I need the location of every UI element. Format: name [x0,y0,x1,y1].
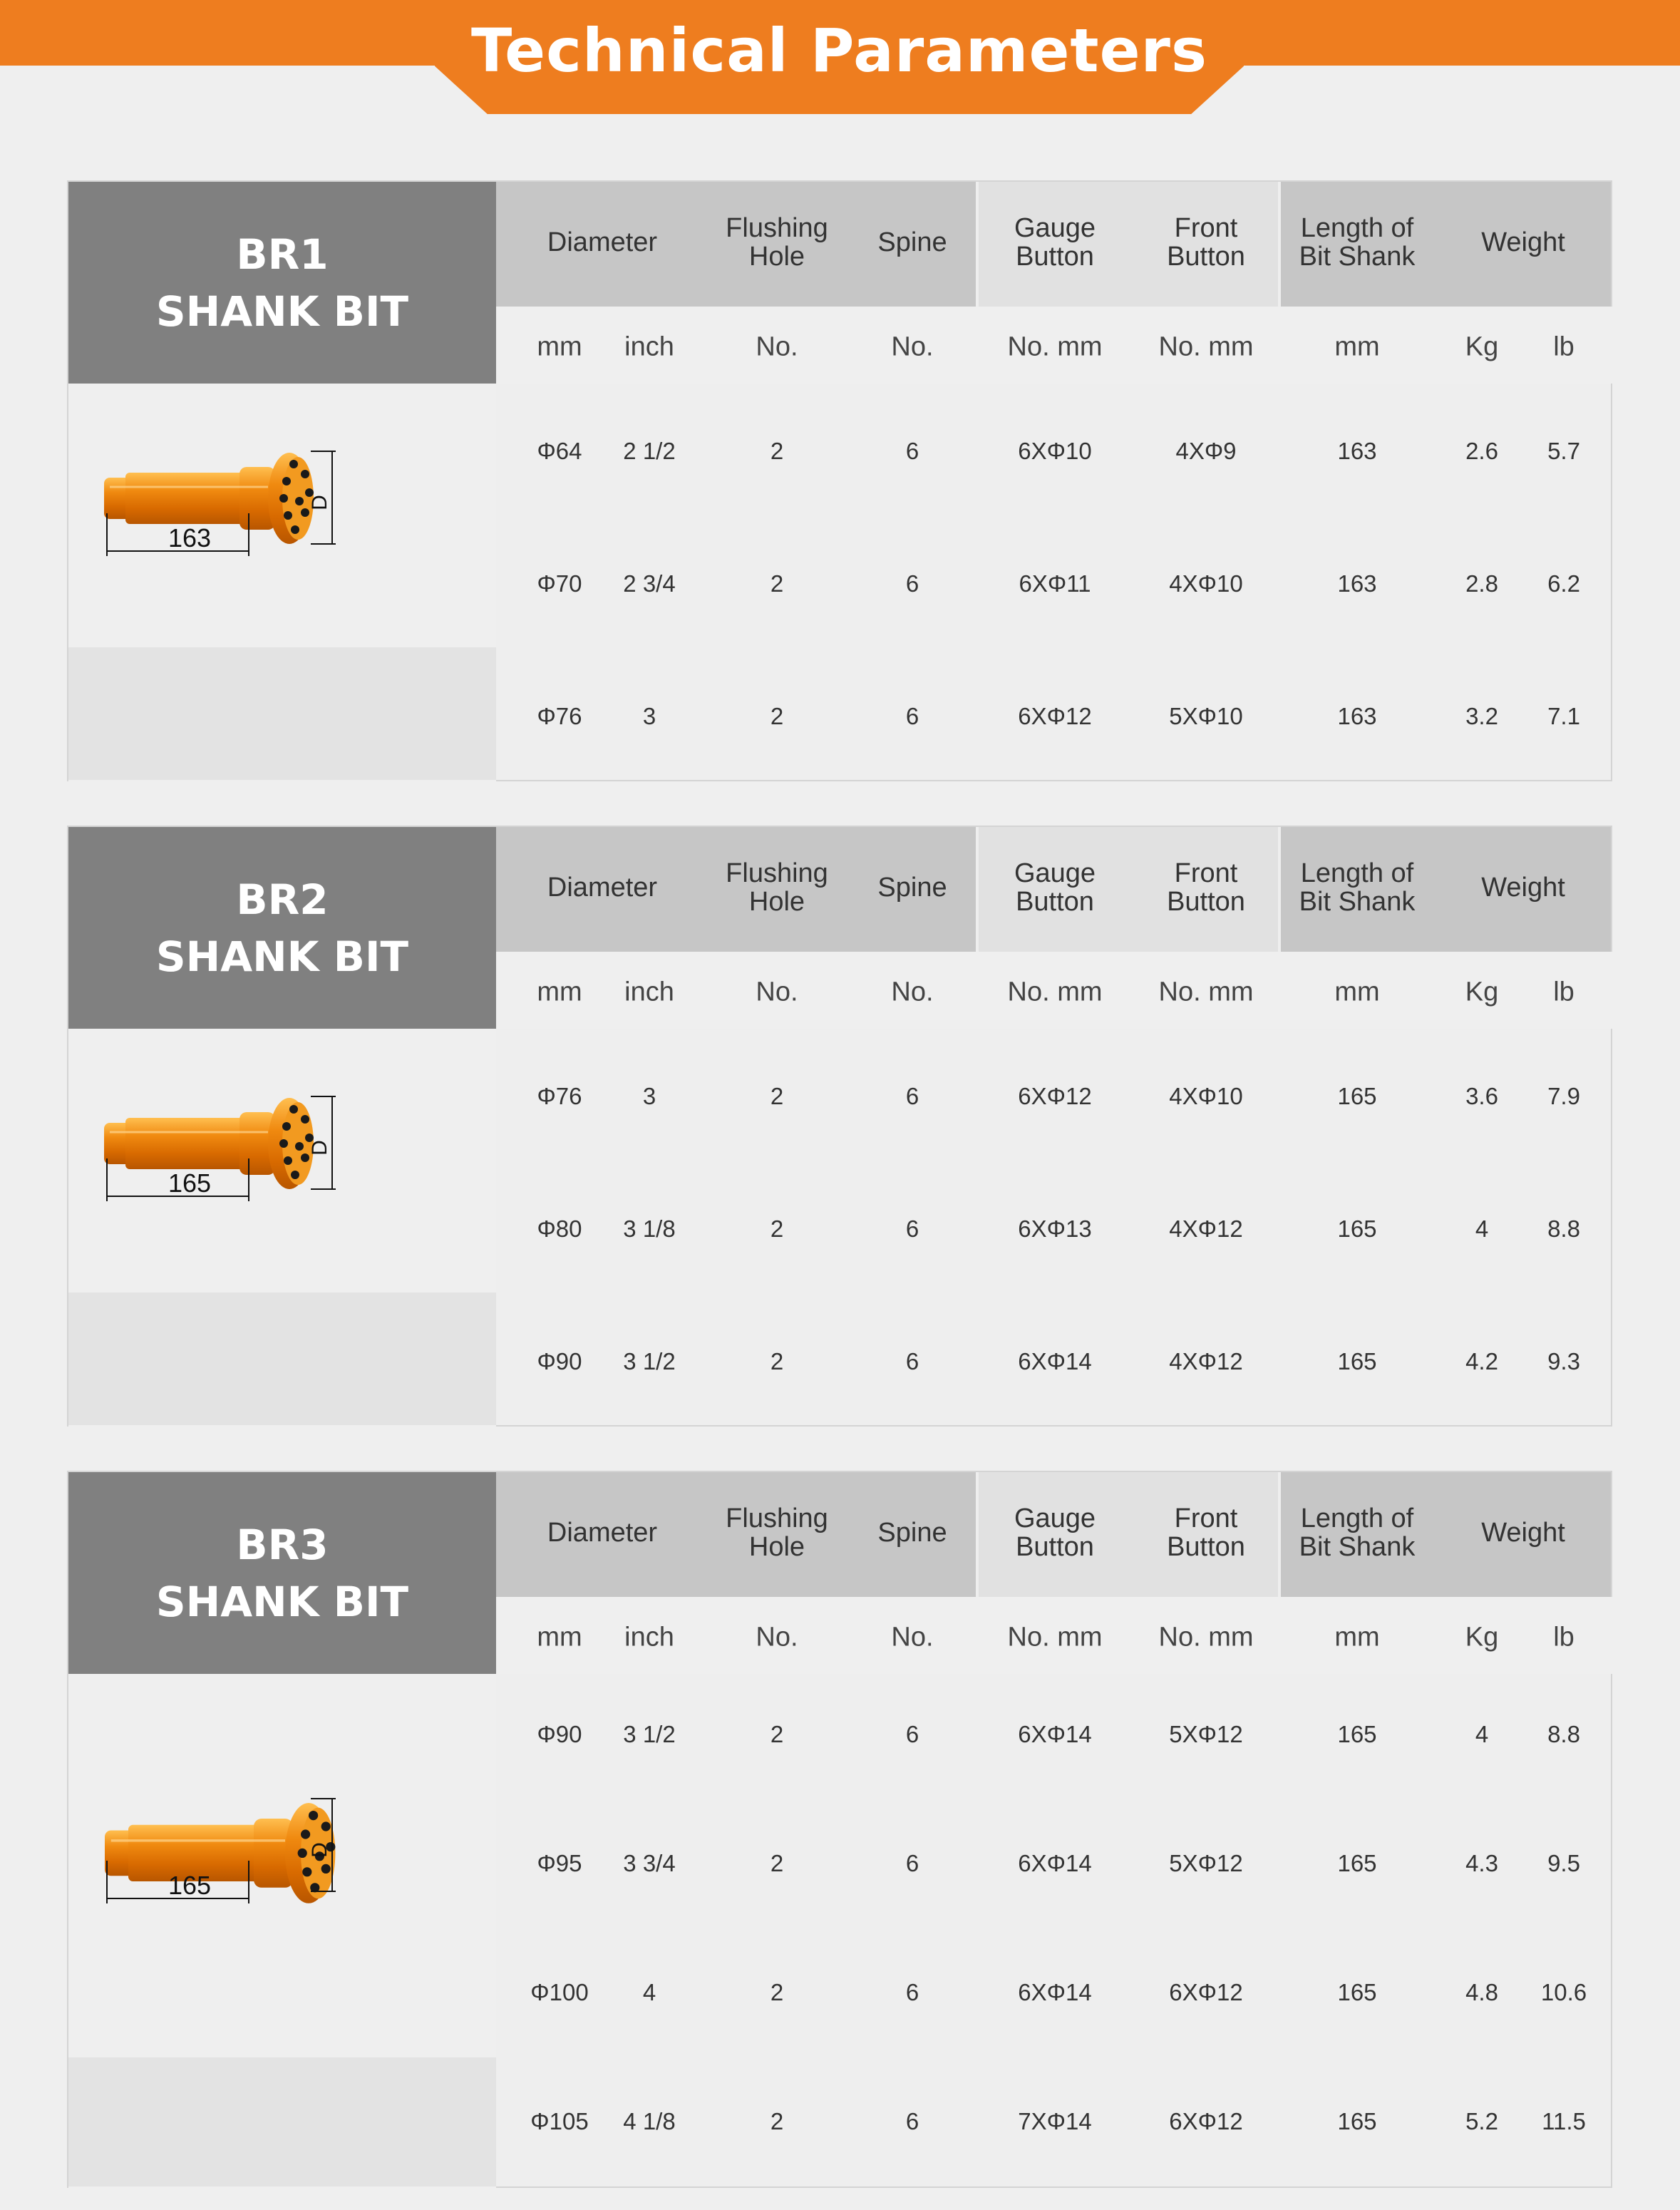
header-diameter: Diameter [547,1518,658,1548]
subheader-length-mm: mm [1334,332,1380,362]
subheader-inch: inch [624,977,674,1007]
header-flushing-hole: Flushing Hole [726,858,828,917]
cell-spine: 6 [905,1979,919,2005]
subheader-lb: lb [1553,332,1575,362]
cell-gauge: 6XΦ12 [1018,1083,1092,1109]
cell-gauge: 6XΦ14 [1018,1721,1092,1747]
cell-gauge: 6XΦ13 [1018,1216,1092,1242]
cell-spine: 6 [905,1083,919,1109]
cell-mm: Φ105 [530,2108,589,2134]
subheader-spine-no: No. [891,977,934,1007]
subheader-kg: Kg [1465,977,1499,1007]
section-model: BR1 [236,230,329,279]
header-length-of-bit-shank: Length of Bit Shank [1299,858,1416,917]
dimension-diameter: D [308,1842,331,1858]
cell-kg: 5.2 [1465,2108,1498,2134]
cell-mm: Φ76 [537,703,582,729]
cell-flushing: 2 [770,570,784,597]
cell-lb: 11.5 [1542,2108,1586,2134]
section-title-box [68,827,496,1029]
spec-section [67,1471,1612,2188]
header-front-button: Front Button [1167,213,1245,272]
section-type: SHANK BIT [155,1577,409,1626]
cell-gauge: 7XΦ14 [1018,2108,1092,2134]
subheader-front: No. mm [1158,977,1254,1007]
cell-gauge: 6XΦ11 [1019,570,1091,597]
cell-front: 6XΦ12 [1169,1979,1243,2005]
subheader-flush-no: No. [756,332,798,362]
cell-front: 4XΦ12 [1169,1216,1243,1242]
cell-length: 163 [1337,703,1377,729]
cell-mm: Φ80 [537,1216,582,1242]
cell-length: 163 [1337,438,1377,464]
shank-bit-illustration [97,1069,496,1297]
cell-lb: 5.7 [1547,438,1580,464]
cell-lb: 10.6 [1540,1979,1587,2005]
cell-mm: Φ95 [537,1850,582,1876]
cell-kg: 4.8 [1465,1979,1498,2005]
section-title-box [68,1472,496,1674]
cell-spine: 6 [905,2108,919,2134]
cell-flushing: 2 [770,2108,784,2134]
cell-spine: 6 [905,438,919,464]
cell-gauge: 6XΦ10 [1018,438,1092,464]
bit-body [105,1803,335,1903]
cell-flushing: 2 [770,1850,784,1876]
cell-flushing: 2 [770,1979,784,2005]
spec-section [67,826,1612,1427]
subheader-lb: lb [1553,1622,1575,1653]
cell-lb: 9.3 [1547,1348,1580,1374]
header-flushing-hole: Flushing Hole [726,1504,828,1562]
section-model: BR3 [236,1520,329,1569]
cell-flushing: 2 [770,1216,784,1242]
subheader-mm: mm [537,332,582,362]
cell-spine: 6 [905,570,919,597]
header-diameter: Diameter [547,873,658,903]
subheader-length-mm: mm [1334,1622,1380,1653]
cell-mm: Φ90 [537,1348,582,1374]
subheader-kg: Kg [1465,332,1499,362]
subheader-flush-no: No. [756,977,798,1007]
header-front-button: Front Button [1167,858,1245,917]
cell-gauge: 6XΦ14 [1018,1979,1092,2005]
cell-lb: 8.8 [1547,1721,1580,1747]
cell-inch: 4 [642,1979,656,2005]
header-gauge-button: Gauge Button [1014,858,1096,917]
cell-kg: 4 [1475,1721,1489,1747]
cell-front: 5XΦ12 [1169,1721,1243,1747]
subheader-lb: lb [1553,977,1575,1007]
subheader-mm: mm [537,977,582,1007]
cell-spine: 6 [905,703,919,729]
cell-front: 5XΦ10 [1169,703,1243,729]
cell-spine: 6 [905,1721,919,1747]
header-gauge-button: Gauge Button [1014,213,1096,272]
cell-kg: 4 [1475,1216,1489,1242]
cell-gauge: 6XΦ14 [1018,1850,1092,1876]
shank-bit-illustration [97,424,496,652]
cell-inch: 2 3/4 [623,570,676,597]
shank-bit-illustration [97,1772,496,2000]
cell-length: 165 [1337,1721,1377,1747]
cell-spine: 6 [905,1348,919,1374]
page-title: Technical Parameters [471,16,1207,86]
cell-lb: 7.1 [1547,703,1580,729]
section-type: SHANK BIT [155,932,409,981]
image-area-footer [68,1292,496,1425]
section-title-box [68,182,496,384]
cell-length: 165 [1337,1850,1377,1876]
subheader-front: No. mm [1158,1622,1254,1653]
dimension-length: 165 [168,1871,212,1900]
cell-kg: 4.2 [1465,1348,1498,1374]
cell-kg: 2.8 [1465,570,1498,597]
header-weight: Weight [1481,1518,1565,1548]
dimension-diameter: D [308,1140,331,1156]
cell-front: 4XΦ12 [1169,1348,1243,1374]
cell-inch: 3 1/2 [623,1348,676,1374]
cell-inch: 2 1/2 [623,438,676,464]
cell-length: 165 [1337,1083,1377,1109]
cell-front: 6XΦ12 [1169,2108,1243,2134]
dimension-length: 165 [168,1168,212,1198]
header-diameter: Diameter [547,227,658,257]
spec-section [67,180,1612,781]
cell-flushing: 2 [770,1083,784,1109]
cell-lb: 9.5 [1547,1850,1580,1876]
cell-kg: 3.6 [1465,1083,1498,1109]
cell-gauge: 6XΦ14 [1018,1348,1092,1374]
header-weight: Weight [1481,873,1565,903]
cell-front: 4XΦ10 [1169,570,1243,597]
cell-mm: Φ76 [537,1083,582,1109]
cell-mm: Φ90 [537,1721,582,1747]
cell-flushing: 2 [770,703,784,729]
header-length-of-bit-shank: Length of Bit Shank [1299,1504,1416,1562]
cell-front: 4XΦ9 [1175,438,1237,464]
subheader-spine-no: No. [891,1622,934,1653]
section-type: SHANK BIT [155,287,409,336]
cell-flushing: 2 [770,438,784,464]
header-spine: Spine [877,1518,947,1548]
subheader-gauge: No. mm [1007,1622,1103,1653]
cell-length: 165 [1337,1216,1377,1242]
dimension-diameter: D [308,495,331,510]
header-flushing-hole: Flushing Hole [726,213,828,272]
section-model: BR2 [236,875,329,924]
cell-inch: 3 1/8 [623,1216,676,1242]
cell-kg: 3.2 [1465,703,1498,729]
cell-mm: Φ70 [537,570,582,597]
subheader-inch: inch [624,332,674,362]
cell-spine: 6 [905,1850,919,1876]
cell-lb: 6.2 [1547,570,1580,597]
cell-kg: 2.6 [1465,438,1498,464]
cell-inch: 3 [642,1083,656,1109]
subheader-gauge: No. mm [1007,977,1103,1007]
cell-inch: 3 1/2 [623,1721,676,1747]
cell-mm: Φ64 [537,438,582,464]
cell-inch: 3 [642,703,656,729]
header-spine: Spine [877,227,947,257]
image-area-footer [68,2057,496,2186]
cell-lb: 8.8 [1547,1216,1580,1242]
subheader-length-mm: mm [1334,977,1380,1007]
subheader-flush-no: No. [756,1622,798,1653]
header-spine: Spine [877,873,947,903]
subheader-front: No. mm [1158,332,1254,362]
cell-kg: 4.3 [1465,1850,1498,1876]
header-front-button: Front Button [1167,1504,1245,1562]
image-area-footer [68,647,496,780]
cell-length: 165 [1337,1348,1377,1374]
cell-front: 5XΦ12 [1169,1850,1243,1876]
cell-length: 163 [1337,570,1377,597]
subheader-spine-no: No. [891,332,934,362]
cell-mm: Φ100 [530,1979,589,2005]
header-gauge-button: Gauge Button [1014,1504,1096,1562]
subheader-kg: Kg [1465,1622,1499,1653]
subheader-mm: mm [537,1622,582,1653]
subheader-gauge: No. mm [1007,332,1103,362]
cell-inch: 3 3/4 [623,1850,676,1876]
dimension-length: 163 [168,523,212,552]
cell-flushing: 2 [770,1721,784,1747]
cell-inch: 4 1/8 [623,2108,676,2134]
header-length-of-bit-shank: Length of Bit Shank [1299,213,1416,272]
cell-lb: 7.9 [1547,1083,1580,1109]
cell-front: 4XΦ10 [1169,1083,1243,1109]
cell-length: 165 [1337,1979,1377,2005]
subheader-inch: inch [624,1622,674,1653]
cell-gauge: 6XΦ12 [1018,703,1092,729]
cell-flushing: 2 [770,1348,784,1374]
cell-length: 165 [1337,2108,1377,2134]
cell-spine: 6 [905,1216,919,1242]
header-weight: Weight [1481,227,1565,257]
